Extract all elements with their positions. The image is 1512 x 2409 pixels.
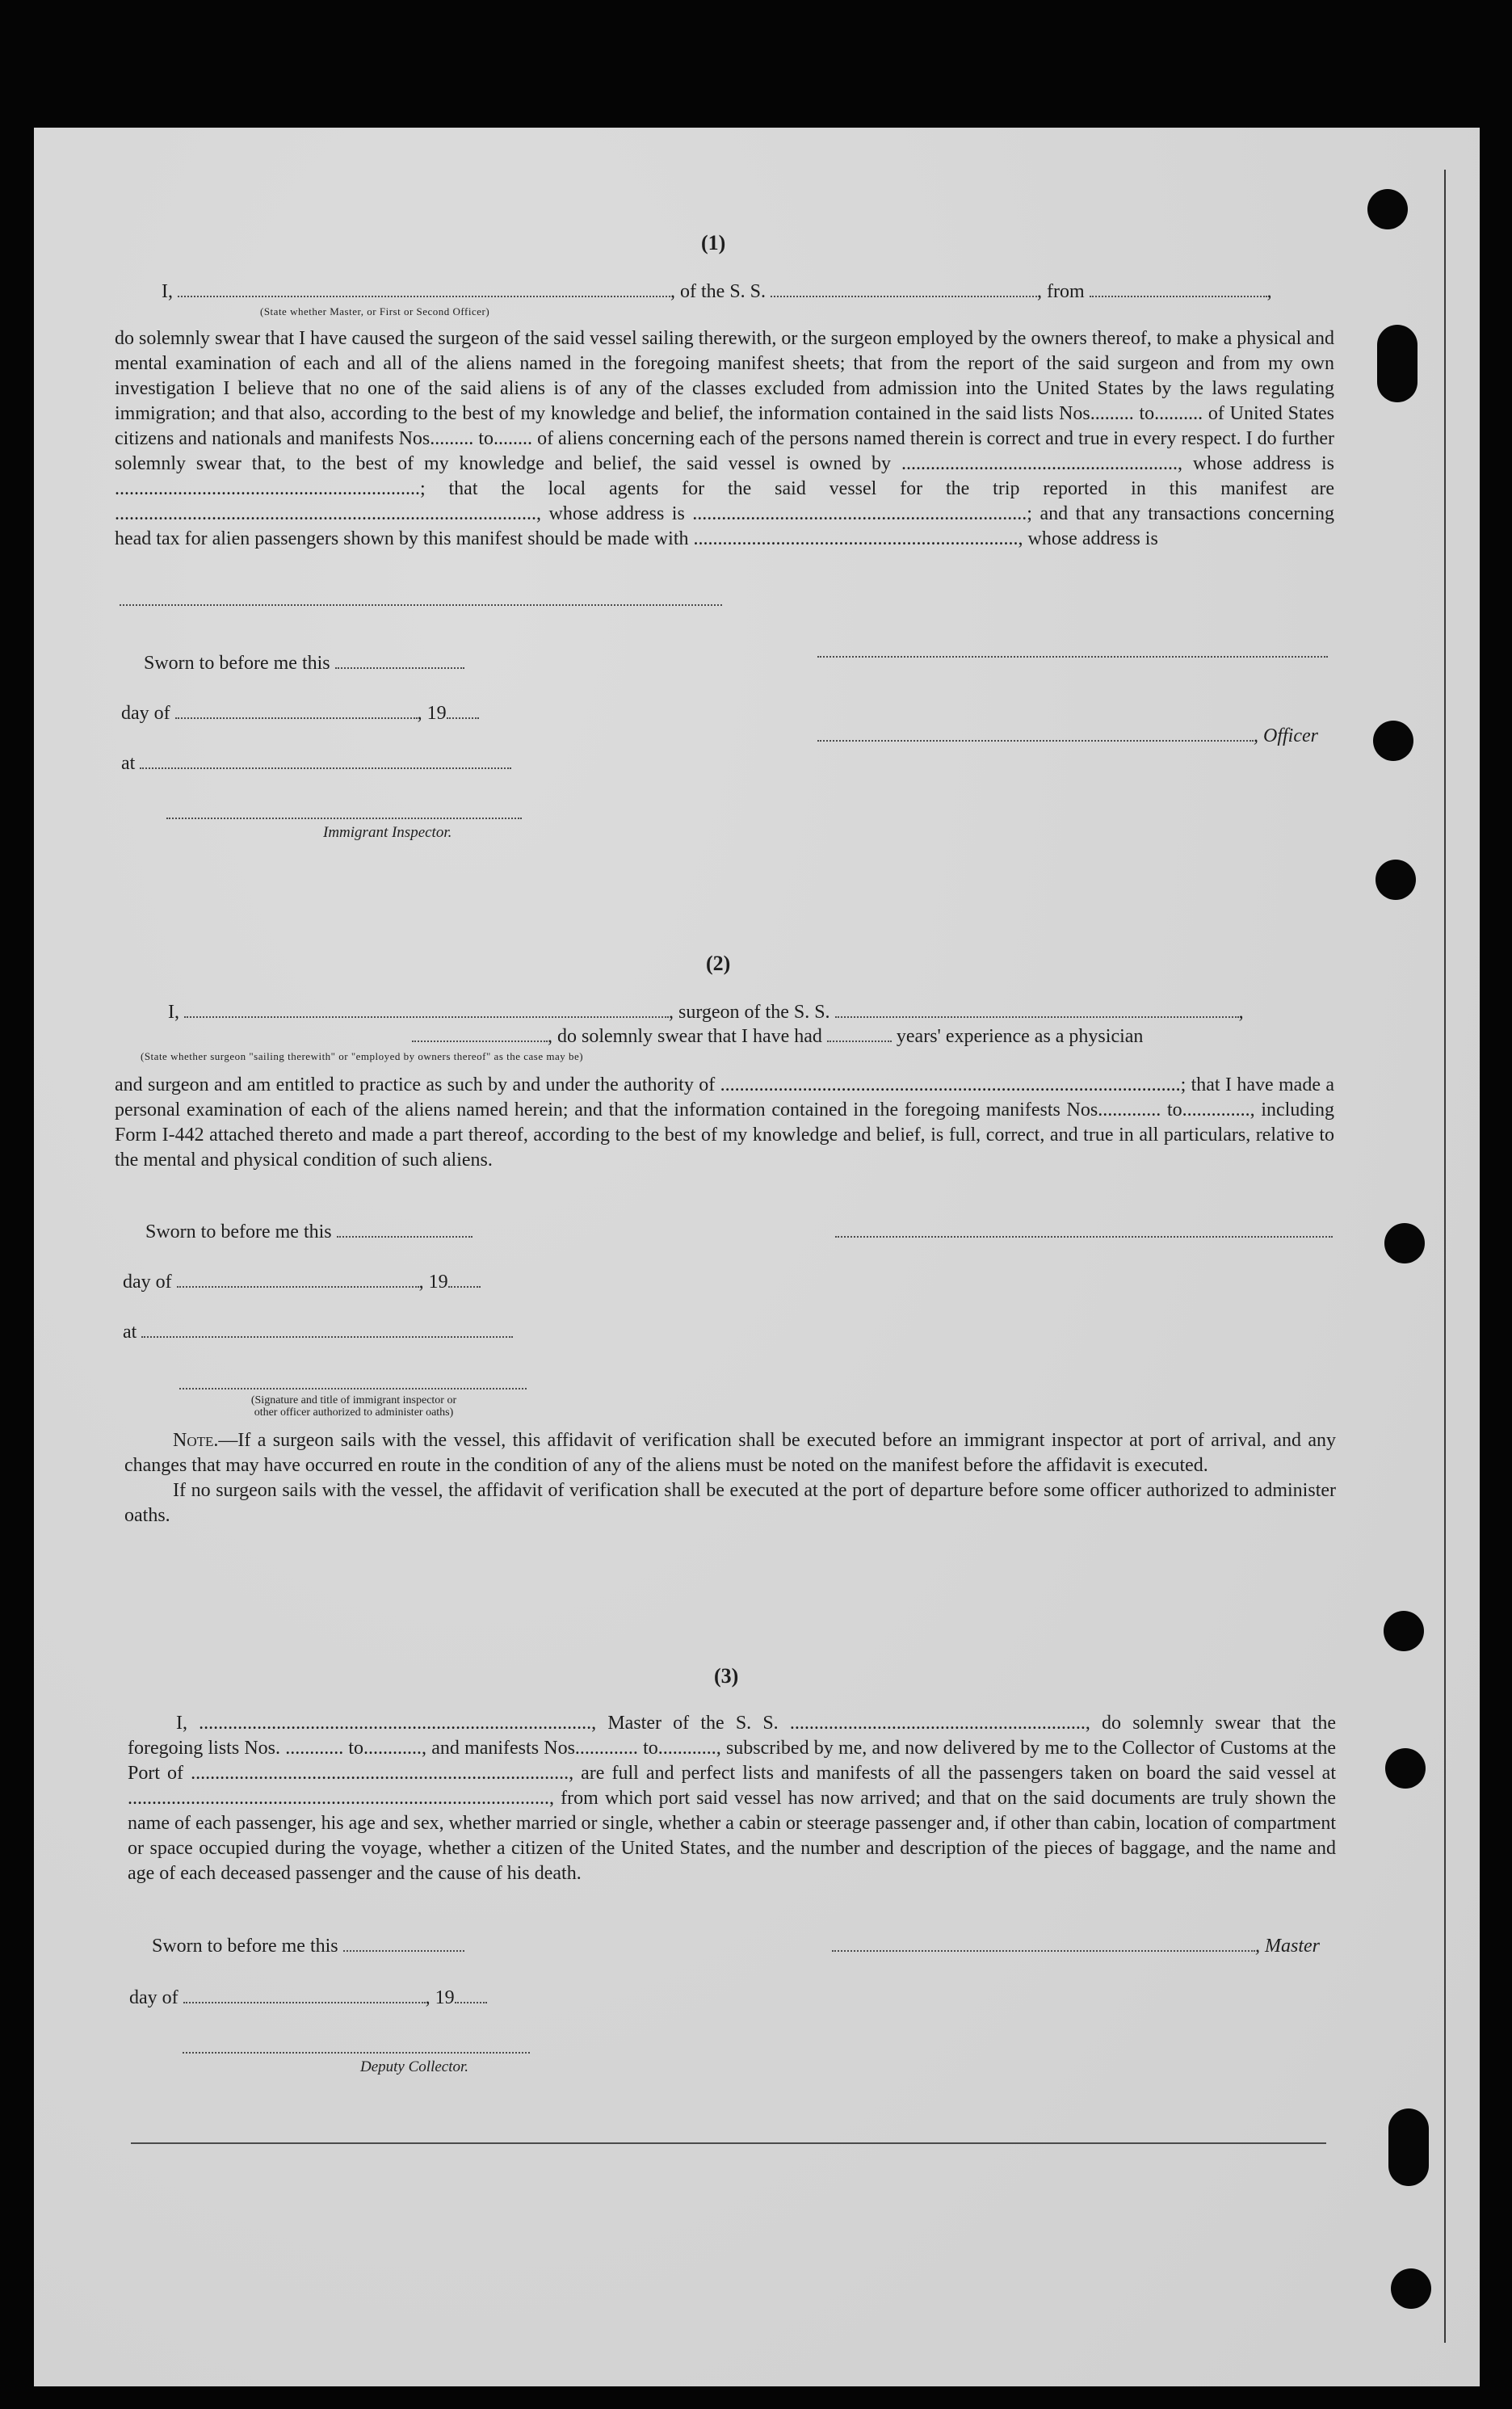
month-field[interactable] — [177, 1272, 419, 1288]
day-of-label: day of — [123, 1272, 172, 1293]
note-label: Note. — [173, 1430, 219, 1451]
section-1-day — [121, 703, 479, 725]
section-1-body-block — [115, 326, 1334, 552]
year-field[interactable] — [447, 703, 479, 719]
section-2-body-block — [115, 1073, 1334, 1173]
signature-caption-line-2: other officer authorized to administer oaths) — [254, 1406, 454, 1419]
officer-signature-field[interactable] — [817, 725, 1254, 742]
punch-hole — [1388, 2108, 1429, 2186]
month-field[interactable] — [183, 1987, 426, 2003]
year-field[interactable] — [448, 1272, 481, 1288]
bottom-rule — [131, 2142, 1326, 2144]
section-1-from: , from — [1037, 281, 1085, 302]
section-3-body: I, ................................................................................., Master of the S. S. ............................................................., do solemnly swear that the foregoing lists Nos. ............ to............, and manifests Nos............. to............, subscribed by me, and now delivered by me to the Collector of Customs at the Port of .............................................................................., are full and perfect lists and manifests of all the passengers taken on board the said vessel at ......................................................................................., from which port said vessel has now arrived; and that on the said documents are truly shown the name of each passenger, his age and sex, whether married or single, whether a cabin or steerage passenger and, if other than cabin, location of compartment or space occupied during the voyage, whether a citizen of the United States, and the number and description of the pieces of baggage, and the name and age of each deceased passenger and the cause of his death. — [128, 1713, 1336, 1884]
section-2-day — [123, 1272, 481, 1293]
section-1-trailing-line — [120, 604, 722, 606]
punch-hole — [1384, 1223, 1425, 1263]
place-field[interactable] — [141, 1322, 513, 1338]
signature-caption-line-1: (Signature and title of immigrant inspector or — [250, 1394, 457, 1406]
section-2-vessel-field[interactable] — [835, 1002, 1239, 1018]
surgeon-name-field[interactable] — [184, 1002, 669, 1018]
punch-hole — [1385, 1748, 1426, 1789]
punch-hole — [1367, 189, 1408, 229]
section-2-at — [123, 1322, 513, 1343]
section-1-i: I, — [162, 281, 173, 302]
note-block — [124, 1428, 1336, 1528]
day-of-label: day of — [121, 703, 170, 724]
punch-hole — [1373, 721, 1413, 761]
punch-hole — [1376, 860, 1416, 900]
place-field[interactable] — [140, 753, 511, 769]
master-signature-field[interactable] — [832, 1936, 1255, 1952]
signature-caption — [184, 1394, 523, 1419]
section-3-sworn — [152, 1936, 464, 1957]
note-paragraph-2: If no surgeon sails with the vessel, the affidavit of verification shall be executed at the port of departure before some officer authorized to administer oaths. — [124, 1480, 1336, 1526]
section-1-of-ss: , of the S. S. — [670, 281, 766, 302]
section-3-body-block — [128, 1711, 1336, 1886]
inspector-signature-line[interactable] — [166, 818, 522, 819]
section-1-at — [121, 753, 511, 775]
deputy-collector-label: Deputy Collector. — [360, 2058, 469, 2075]
master-label: , Master — [1255, 1936, 1320, 1957]
sworn-date-field[interactable] — [335, 653, 464, 669]
sworn-label: Sworn to before me this — [144, 653, 330, 674]
punch-hole — [1384, 1611, 1424, 1651]
year-label: , 19 — [425, 1987, 455, 2008]
section-2-blank[interactable] — [412, 1026, 548, 1042]
surgeon-of-ss-label: , surgeon of the S. S. — [669, 1002, 830, 1023]
month-field[interactable] — [175, 703, 418, 719]
section-3-number: (3) — [714, 1664, 739, 1688]
at-label: at — [121, 753, 136, 774]
sworn-date-field[interactable] — [337, 1221, 472, 1238]
section-2-i: I, — [168, 1002, 179, 1023]
section-2-body: and surgeon and am entitled to practice as such by and under the authority of ...............................................................................................; that I have made a personal examination of each of the aliens named herein; and that the information contained in the foregoing manifests Nos............. to.............., including Form I-442 attached thereto and made a part thereof, according to the best of my knowledge and belief, is full, correct, and true in all particulars, relative to the mental and physical condition of such aliens. — [115, 1074, 1334, 1171]
sworn-label: Sworn to before me this — [152, 1936, 338, 1957]
sworn-label: Sworn to before me this — [145, 1221, 332, 1242]
page-edge-line — [1444, 170, 1446, 2343]
section-1-officer — [817, 725, 1318, 747]
section-2-number: (2) — [706, 952, 731, 975]
vessel-name-field[interactable] — [771, 281, 1037, 297]
section-1-caption: (State whether Master, or First or Second Officer) — [260, 305, 490, 317]
officer-signature-line-1[interactable] — [817, 656, 1328, 658]
immigrant-inspector-label: Immigrant Inspector. — [323, 824, 452, 841]
sworn-date-field[interactable] — [343, 1936, 464, 1952]
surgeon-signature-line[interactable] — [835, 1236, 1333, 1238]
section-3-day — [129, 1987, 487, 2009]
inspector-signature-line[interactable] — [179, 1388, 527, 1389]
section-2-sworn — [145, 1221, 472, 1243]
note-text: —If a surgeon sails with the vessel, this affidavit of verification shall be executed before an immigrant inspector at port of arrival, and any changes that may have occurred en route in the condition of any of the aliens must be noted on the manifest before the affidavit is executed. — [124, 1430, 1336, 1476]
at-label: at — [123, 1322, 137, 1343]
officer-name-field[interactable] — [178, 281, 670, 297]
section-1-body: do solemnly swear that I have caused the surgeon of the said vessel sailing therewith, or the surgeon employed by the owners thereof, to make a physical and mental examination of each and all of the aliens named in the foregoing manifest sheets; that from the report of the said surgeon and from my own investigation I believe that no one of the said aliens is of any of the classes excluded from admission into the United States by the laws regulating immigration; and that also, according to the best of my knowledge and belief, the information contained in the said lists Nos......... to.......... of United States citizens and nationals and manifests Nos......... to........ of aliens concerning each of the persons named therein is correct and true in every respect. I do further solemnly swear that, to the best of my knowledge and belief, the said vessel is owned by ........................................................., whose address is ...............................................................; that the local agents for the said vessel for the trip reported in this manifest are ......................................................................................., whose address is .....................................................................; and that any transactions concerning head tax for alien passengers shown by this manifest should be made with ..................................................................., whose address is — [115, 328, 1334, 549]
punch-hole — [1377, 325, 1418, 402]
swear-label: , do solemnly swear that I have had — [548, 1026, 822, 1047]
years-experience-label: years' experience as a physician — [896, 1026, 1144, 1047]
section-2-caption: (State whether surgeon "sailing therewith" or "employed by owners thereof" as the case may be) — [141, 1050, 584, 1062]
section-1-sworn — [144, 653, 464, 675]
port-from-field[interactable] — [1090, 281, 1267, 297]
year-field[interactable] — [455, 1987, 487, 2003]
section-3-master — [832, 1936, 1320, 1957]
year-label: , 19 — [417, 703, 447, 724]
year-label: , 19 — [418, 1272, 448, 1293]
punch-hole — [1391, 2268, 1431, 2309]
day-of-label: day of — [129, 1987, 178, 2008]
section-2-line-2 — [412, 1026, 1143, 1048]
section-2-line-1: I, , surgeon of the S. S. , — [168, 1002, 1244, 1023]
section-1-number: (1) — [701, 231, 726, 254]
officer-label: , Officer — [1254, 725, 1318, 746]
collector-signature-line[interactable] — [183, 2052, 530, 2054]
years-field[interactable] — [827, 1026, 892, 1042]
note-paragraph — [124, 1428, 1336, 1478]
section-1-line-1: I, , of the S. S. , from , — [162, 281, 1272, 302]
